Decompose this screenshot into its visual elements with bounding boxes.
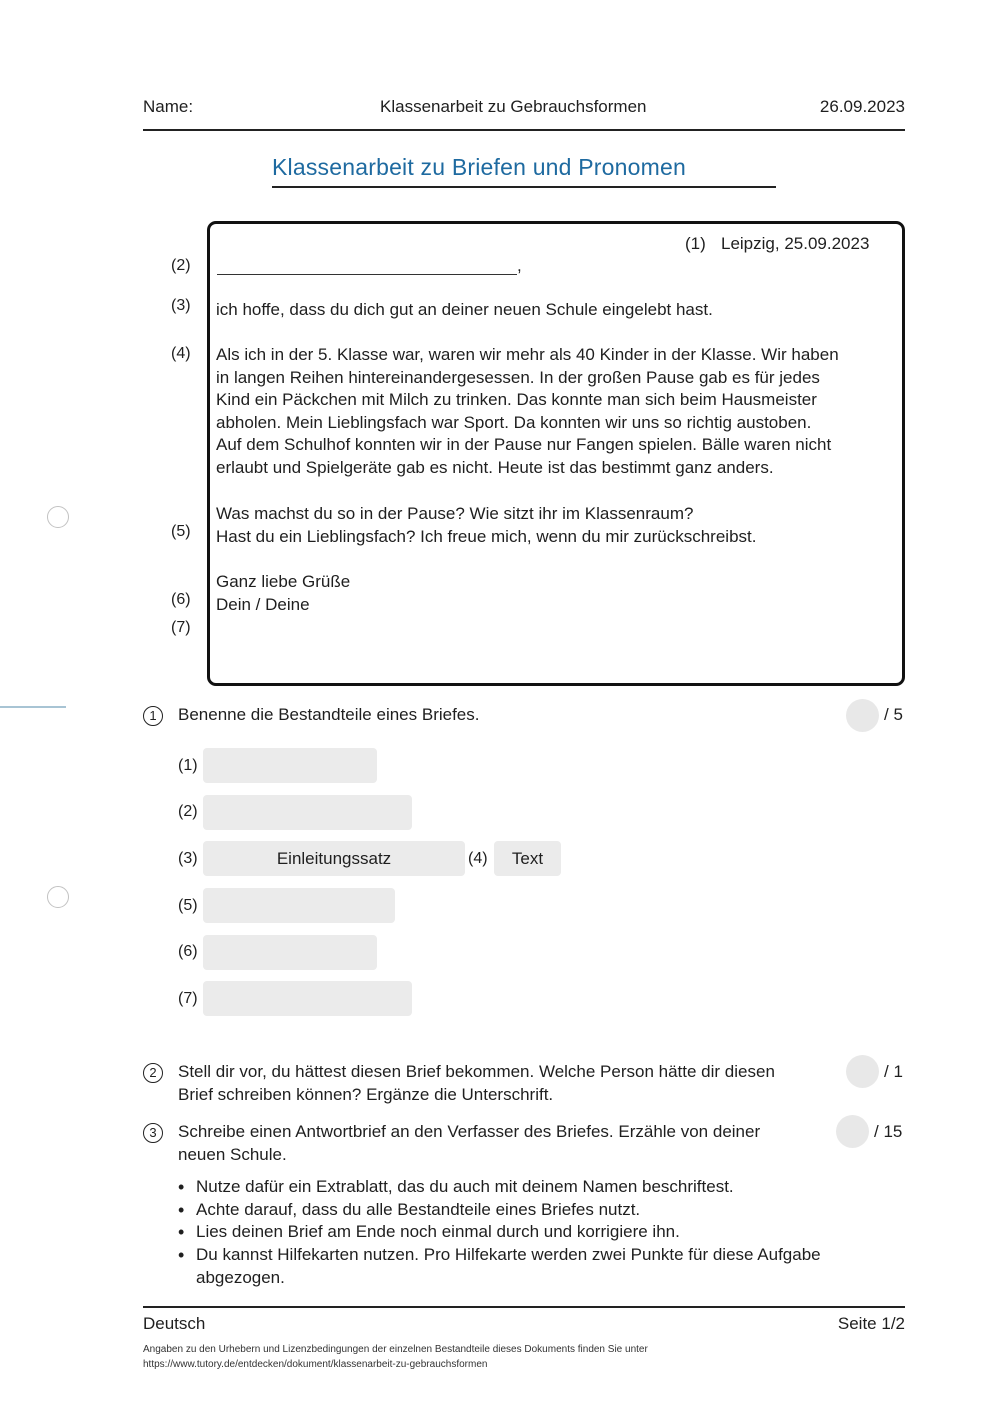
footer-page-number: Seite 1/2 xyxy=(837,1314,905,1333)
answer-label-6: (6) xyxy=(178,943,198,960)
task-1-text: Benenne die Bestandteile eines Briefes. xyxy=(178,705,480,724)
task-1-max-score: / 5 xyxy=(884,705,903,724)
task-3-text-line: neuen Schule. xyxy=(178,1144,287,1164)
answer-field-3[interactable]: Einleitungssatz xyxy=(203,841,465,876)
answer-label-2: (2) xyxy=(178,803,198,820)
answer-field-1[interactable] xyxy=(203,748,377,783)
letter-greeting: Ganz liebe Grüße xyxy=(216,572,351,591)
page-title: Klassenarbeit zu Briefen und Pronomen xyxy=(272,154,686,180)
answer-label-5: (5) xyxy=(178,897,198,914)
title-underline xyxy=(272,186,776,188)
answer-label-3: (3) xyxy=(178,850,198,867)
license-link[interactable]: https://www.tutory.de/entdecken/dokument/klassenarbeit-zu-gebrauchsformen xyxy=(143,1359,488,1370)
task-2-number: 2 xyxy=(143,1063,163,1083)
letter-body-line: Auf dem Schulhof konnten wir in der Pause nur Fangen spielen. Bälle waren nicht xyxy=(216,435,832,455)
letter-closing-questions xyxy=(216,503,756,548)
bullet-item: • Achte darauf, dass du alle Bestandteile eines Briefes nutzt. xyxy=(178,1199,898,1222)
bullet-item: • Du kannst Hilfekarten nutzen. Pro Hilfekarte werden zwei Punkte für diese Aufgabe xyxy=(178,1244,898,1267)
name-label: Name: xyxy=(143,97,194,116)
letter-body xyxy=(216,344,896,480)
task-1-number: 1 xyxy=(143,706,163,726)
bullet-continuation: abgezogen. xyxy=(196,1268,285,1287)
fold-mark xyxy=(0,706,66,708)
answer-label-1: (1) xyxy=(178,757,198,774)
letter-mark-7: (7) xyxy=(171,619,191,636)
footer-subject: Deutsch xyxy=(143,1314,206,1333)
license-note: Angaben zu den Urhebern und Lizenzbedingungen der einzelnen Bestandteile dieses Dokuments finden Sie unter xyxy=(143,1344,648,1355)
letter-mark-6: (6) xyxy=(171,591,191,608)
header-subject-title: Klassenarbeit zu Gebrauchsformen xyxy=(380,97,647,116)
task-2-text-line: Brief schreiben können? Ergänze die Unterschrift. xyxy=(178,1084,554,1104)
letter-closing-line: Was machst du so in der Pause? Wie sitzt ihr im Klassenraum? xyxy=(216,504,694,523)
task-3-score-field[interactable] xyxy=(836,1115,869,1148)
task-3-bullet-list xyxy=(178,1176,898,1266)
answer-label-4: (4) xyxy=(468,850,488,867)
bullet-item: • Nutze dafür ein Extrablatt, das du auch mit deinem Namen beschriftest. xyxy=(178,1176,898,1199)
salutation-blank-line xyxy=(217,274,517,275)
answer-label-7: (7) xyxy=(178,990,198,1007)
letter-body-line: erlaubt und Spielgeräte gab es nicht. Heute ist das bestimmt ganz anders. xyxy=(216,457,774,477)
task-3-number: 3 xyxy=(143,1123,163,1143)
answer-field-4[interactable]: Text xyxy=(494,841,561,876)
letter-body-line: in langen Reihen hintereinandergesessen. In der großen Pause gab es für jedes xyxy=(216,367,820,387)
letter-mark-4: (4) xyxy=(171,345,191,362)
salutation-comma: , xyxy=(517,256,522,275)
punch-hole-bottom xyxy=(47,886,69,908)
letter-mark-3: (3) xyxy=(171,297,191,314)
punch-hole-top xyxy=(47,506,69,528)
task-2-score-field[interactable] xyxy=(846,1055,879,1088)
letter-body-line: abholen. Mein Lieblingsfach war Sport. Da konnten wir uns so richtig austoben. xyxy=(216,412,812,432)
header-divider xyxy=(143,129,905,131)
letter-closing-line: Hast du ein Lieblingsfach? Ich freue mich, wenn du mir zurückschreibst. xyxy=(216,526,757,546)
task-2-text xyxy=(178,1061,838,1106)
answer-field-2[interactable] xyxy=(203,795,412,830)
letter-place-date: Leipzig, 25.09.2023 xyxy=(721,234,870,253)
task-3-text-line: Schreibe einen Antwortbrief an den Verfasser des Briefes. Erzähle von deiner xyxy=(178,1122,761,1141)
letter-signature: Dein / Deine xyxy=(216,595,310,614)
bullet-item: • Lies deinen Brief am Ende noch einmal durch und korrigiere ihn. xyxy=(178,1221,898,1244)
task-1-score-field[interactable] xyxy=(846,699,879,732)
letter-body-line: Als ich in der 5. Klasse war, waren wir mehr als 40 Kinder in der Klasse. Wir haben xyxy=(216,345,839,364)
letter-intro: ich hoffe, dass du dich gut an deiner neuen Schule eingelebt hast. xyxy=(216,300,713,319)
letter-mark-5: (5) xyxy=(171,523,191,540)
answer-field-6[interactable] xyxy=(203,935,377,970)
answer-field-7[interactable] xyxy=(203,981,412,1016)
task-2-max-score: / 1 xyxy=(884,1062,903,1081)
letter-mark-2: (2) xyxy=(171,257,191,274)
header-date: 26.09.2023 xyxy=(819,97,905,116)
letter-mark-1: (1) xyxy=(685,234,706,253)
answer-field-5[interactable] xyxy=(203,888,395,923)
letter-body-line: Kind ein Päckchen mit Milch zu trinken. Das konnte man sich beim Hausmeister xyxy=(216,390,817,410)
task-2-text-line: Stell dir vor, du hättest diesen Brief bekommen. Welche Person hätte dir diesen xyxy=(178,1062,775,1081)
footer-divider xyxy=(143,1306,905,1308)
task-3-max-score: / 15 xyxy=(874,1122,903,1141)
task-3-text xyxy=(178,1121,838,1166)
